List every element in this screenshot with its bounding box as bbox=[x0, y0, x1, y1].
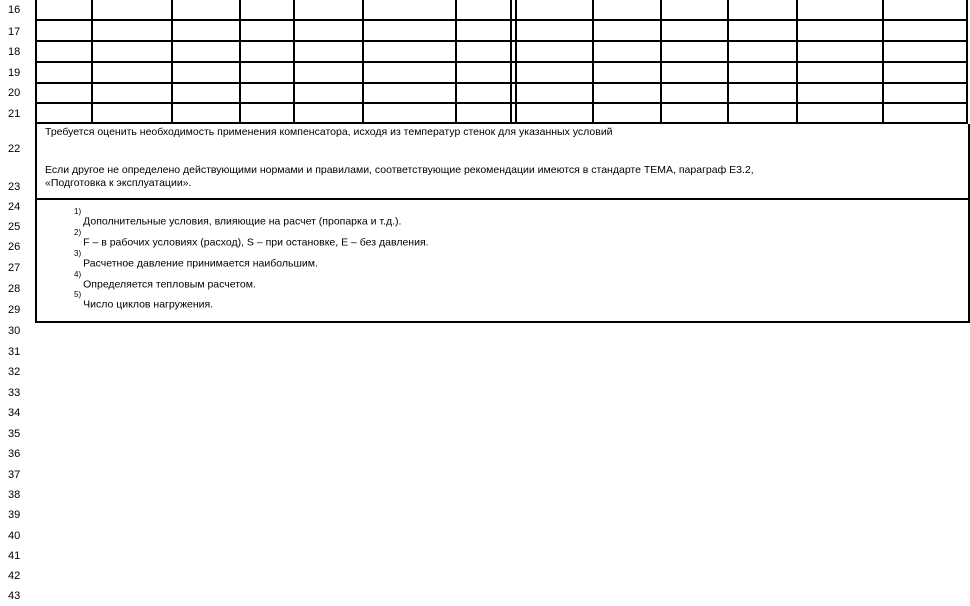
line-number: 29 bbox=[8, 304, 21, 316]
line-number: 16 bbox=[8, 4, 21, 16]
footnote bbox=[74, 290, 214, 311]
footnote-text: Расчетное давление принимается наибольшим. bbox=[83, 257, 318, 270]
grid-column-line bbox=[239, 0, 241, 124]
line-number: 28 bbox=[8, 283, 21, 295]
line-number: 35 bbox=[8, 428, 21, 440]
line-number: 20 bbox=[8, 87, 21, 99]
grid-column-line bbox=[455, 0, 457, 124]
grid-row-line bbox=[35, 102, 968, 104]
line-number: 26 bbox=[8, 241, 21, 253]
footnote bbox=[74, 249, 318, 270]
line-number: 42 bbox=[8, 570, 21, 582]
line-number: 34 bbox=[8, 407, 21, 419]
line-number: 32 bbox=[8, 366, 21, 378]
footnote-mark: 4) bbox=[74, 270, 82, 279]
line-number: 40 bbox=[8, 530, 21, 542]
footnote-text: Число циклов нагружения. bbox=[83, 298, 214, 311]
line-number: 38 bbox=[8, 489, 21, 501]
line-number: 24 bbox=[8, 201, 21, 213]
line-number: 37 bbox=[8, 469, 21, 481]
footnote-mark: 1) bbox=[74, 207, 82, 216]
note-box bbox=[35, 124, 970, 200]
line-number: 31 bbox=[8, 346, 21, 358]
grid-column-line bbox=[515, 0, 517, 124]
note-line: Требуется оценить необходимость применения компенсатора, исходя из температур стенок для указанных условий bbox=[45, 126, 613, 138]
grid-row-line bbox=[35, 19, 968, 21]
line-number: 43 bbox=[8, 590, 21, 602]
line-number: 21 bbox=[8, 108, 21, 120]
empty-form-grid bbox=[35, 0, 968, 124]
footnote-mark: 2) bbox=[74, 228, 82, 237]
grid-row-line bbox=[35, 82, 968, 84]
grid-column-line bbox=[293, 0, 295, 124]
grid-column-line bbox=[91, 0, 93, 124]
footnote-mark: 3) bbox=[74, 249, 82, 258]
grid-column-line bbox=[510, 0, 512, 124]
line-number: 18 bbox=[8, 46, 21, 58]
note-line: «Подготовка к эксплуатации». bbox=[45, 177, 192, 189]
footnote-text: Определяется тепловым расчетом. bbox=[83, 278, 256, 291]
grid-column-line bbox=[171, 0, 173, 124]
line-number: 30 bbox=[8, 325, 21, 337]
footnotes-box bbox=[35, 198, 970, 323]
footnote-text: Дополнительные условия, влияющие на расчет (пропарка и т.д.). bbox=[83, 215, 402, 228]
line-number: 36 bbox=[8, 448, 21, 460]
line-number: 41 bbox=[8, 550, 21, 562]
note-line: Если другое не определено действующими нормами и правилами, соответствующие рекомендации имеются в стандарте ТЕМА, параграф Е3.2, bbox=[45, 164, 754, 176]
footnote-mark: 5) bbox=[74, 290, 82, 299]
line-number: 33 bbox=[8, 387, 21, 399]
grid-column-line bbox=[660, 0, 662, 124]
grid-column-line bbox=[362, 0, 364, 124]
footnote bbox=[74, 207, 402, 228]
line-number: 27 bbox=[8, 262, 21, 274]
footnote bbox=[74, 270, 256, 291]
grid-column-line bbox=[796, 0, 798, 124]
footnote-text: F – в рабочих условиях (расход), S – при остановке, E – без давления. bbox=[83, 236, 429, 249]
line-number: 22 bbox=[8, 143, 21, 155]
grid-column-line bbox=[882, 0, 884, 124]
line-number: 39 bbox=[8, 509, 21, 521]
line-number: 17 bbox=[8, 26, 21, 38]
line-number: 23 bbox=[8, 181, 21, 193]
grid-column-line bbox=[966, 0, 968, 124]
grid-column-line bbox=[35, 0, 37, 124]
grid-row-line bbox=[35, 40, 968, 42]
grid-row-line bbox=[35, 61, 968, 63]
grid-column-line bbox=[727, 0, 729, 124]
grid-column-line bbox=[592, 0, 594, 124]
footnote bbox=[74, 228, 429, 249]
line-number: 25 bbox=[8, 221, 21, 233]
line-number: 19 bbox=[8, 67, 21, 79]
